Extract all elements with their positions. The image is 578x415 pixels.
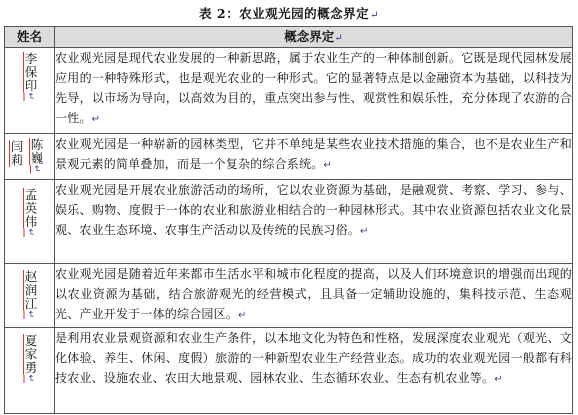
definition-text: 农业观光园是随着近年来都市生活水平和城市化程度的提高，以及人们环境意识的增强而出现的以农业资源为基础，结合旅游观光的经营模式，且具备一定辅助设施的，集科技示范、生态观光、产业开发于一体的综合园区。 [55,267,572,321]
definition-cell [55,48,573,134]
table-row [5,328,573,414]
author-name: 孟英伟↵ [23,188,38,238]
caption-text: 表 2：农业观光园的概念界定 [199,6,370,21]
definition-cell [55,264,573,328]
paragraph-mark-icon: ↵ [370,10,379,21]
author-name: 闫莉 [9,140,24,167]
definition-text: 农业观光园是开展农业旅游活动的场所，它以农业资源为基础，是融观赏、考察、学习、参与、娱乐、购物、度假于一体的农业和旅游业相结合的一种园林形式。其中农业资源包括农业文化景观、农业生态环境、农事生产活动以及传统的民族习俗。 [55,183,572,237]
table-row [5,264,573,328]
table-row [5,180,573,264]
paragraph-mark-icon: ↵ [360,226,369,237]
author-name: 夏家勇↵ [23,334,38,384]
table-row [5,134,573,180]
header-name: 姓名 [5,27,55,48]
concept-table [4,26,573,414]
paragraph-mark-icon: ↵ [91,114,101,125]
author-name: 赵润江↵ [23,270,38,320]
definition-text: 是利用农业景观资源和农业生产条件，以本地文化为特色和性格，发展深度农业观光（观光、文化体验、养生、休闲、度假）旅游的一种新型农业生产经营业态。成功的农业观光园一般都有科技农业、设施农业、农田大地景观、园林农业、生态循环农业、生态有机农业等。 [55,331,572,385]
table-header-row [5,27,573,48]
definition-text: 农业观光园是现代农业发展的一种新思路，属于农业生产的一种体制创新。它既是现代园林发展应用的一种特殊形式，也是观光农业的一种形式。它的显著特点是以金融资本为基础，以科技为先导，以市场为导向，以高效为目的，重点突出参与性、观赏性和娱乐性，充分体现了农游的合一性。 [55,51,572,125]
definition-text: 农业观光园是一种崭新的园林类型，它并不单纯是某些农业技术措施的集合，也不是农业生产和景观元素的简单叠加，而是一个复杂的综合系统。 [55,137,572,171]
name-cell [5,48,55,134]
author-name: 李保印↵ [23,52,38,102]
name-cell [5,264,55,328]
author-name: 陈巍↵ [29,138,44,174]
definition-cell [55,328,573,414]
definition-cell [55,180,573,264]
paragraph-mark-icon: ↵ [238,310,247,321]
paragraph-mark-icon: ↵ [494,374,503,385]
table-row [5,48,573,134]
table-caption [0,4,578,22]
header-definition-text: 概念界定 [284,29,335,44]
paragraph-mark-icon: ↵ [323,160,332,171]
name-cell [5,328,55,414]
paragraph-mark-icon: ↵ [334,33,343,44]
name-cell [5,180,55,264]
header-definition [55,27,573,48]
name-cell [5,134,55,180]
definition-cell [55,134,573,180]
